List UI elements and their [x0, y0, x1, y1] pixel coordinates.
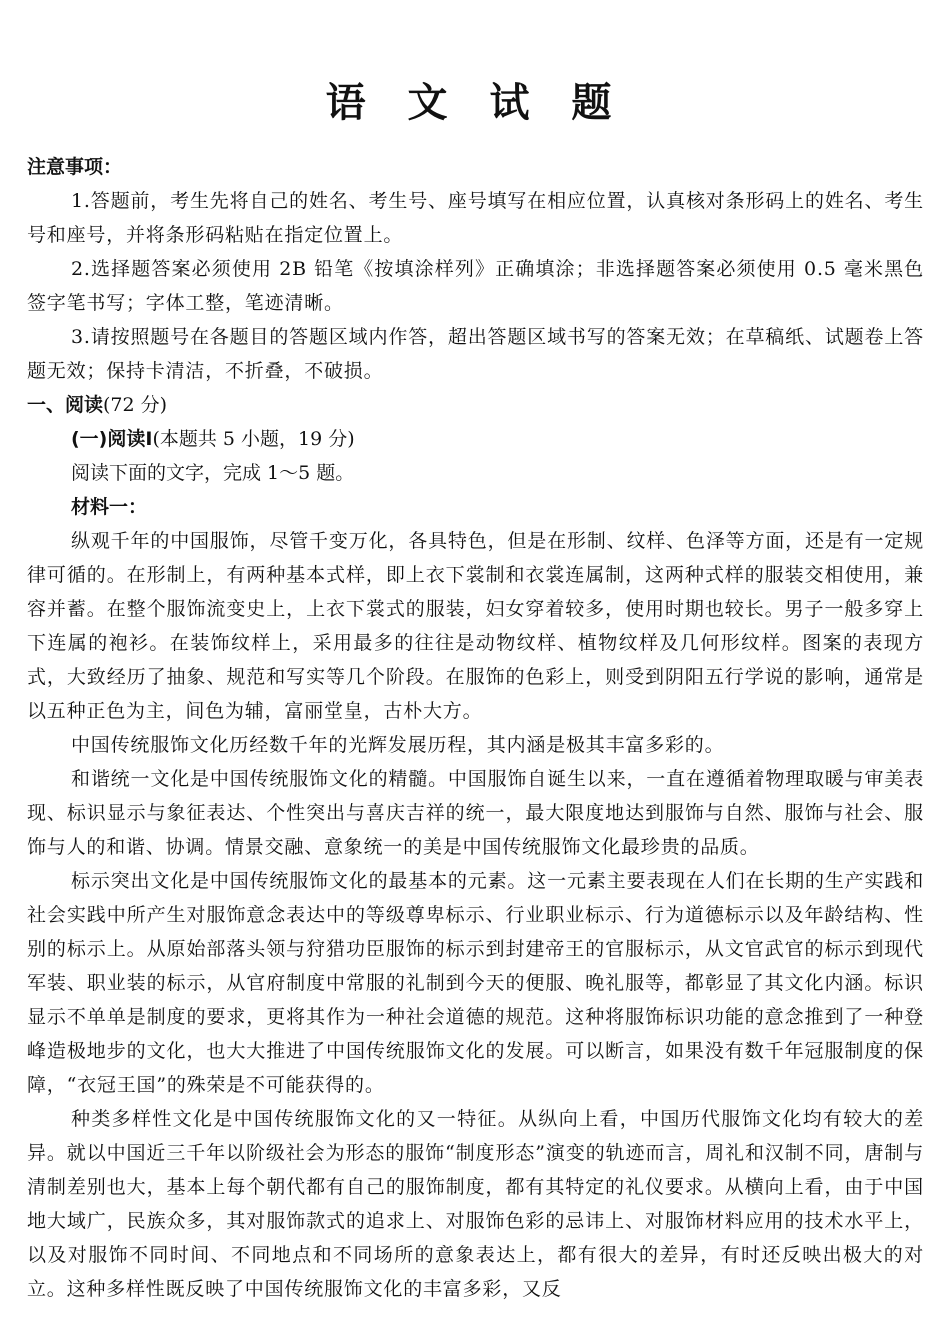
subsection-heading-label: (一)阅读Ⅰ	[71, 428, 153, 450]
material-paragraph-4: 标示突出文化是中国传统服饰文化的最基本的元素。这一元素主要表现在人们在长期的生产实践和社会实践中所产生对服饰意念表达中的等级尊卑标示、行业职业标示、行为道德标示以及年龄结构、性别的标示上。从原始部落头领与狩猎功臣服饰的标示到封建帝王的官服标示，从文官武官的标示到现代军装、职业装的标示，从官府制度中常服的礼制到今天的便服、晚礼服等，都彰显了其文化内涵。标识显示不单单是制度的要求，更将其作为一种社会道德的规范。这种将服饰标识功能的意念推到了一种登峰造极地步的文化，也大大推进了中国传统服饰文化的发展。可以断言，如果没有数千年冠服制度的保障，“衣冠王国”的殊荣是不可能获得的。	[27, 870, 924, 1096]
notice-heading: 注意事项：	[27, 156, 123, 178]
material-label: 材料一：	[71, 496, 148, 518]
page-title: 语 文 试 题	[325, 80, 626, 126]
notice-item-2: 2.选择题答案必须使用 2B 铅笔《按填涂样列》正确填涂；非选择题答案必须使用 0.5 毫米黑色签字笔书写；字体工整，笔迹清晰。	[27, 258, 924, 314]
section-heading-label: 一、阅读	[27, 394, 104, 416]
notice-item-1: 1.答题前，考生先将自己的姓名、考生号、座号填写在相应位置，认真核对条形码上的姓名、考生号和座号，并将条形码粘贴在指定位置上。	[27, 190, 924, 246]
section-score: (72 分)	[103, 394, 168, 416]
material-paragraph-5: 种类多样性文化是中国传统服饰文化的又一特征。从纵向上看，中国历代服饰文化均有较大的差异。就以中国近三千年以阶级社会为形态的服饰“制度形态”演变的轨迹而言，周礼和汉制不同，唐制与清制差别也大，基本上每个朝代都有自己的服饰制度，都有其特定的礼仪要求。从横向上看，由于中国地大域广，民族众多，其对服饰款式的追求上、对服饰色彩的忌讳上、对服饰材料应用的技术水平上，以及对服饰不同时间、不同地点和不同场所的意象表达上，都有很大的差异，有时还反映出极大的对立。这种多样性既反映了中国传统服饰文化的丰富多彩，又反	[27, 1108, 924, 1300]
reading-instruction: 阅读下面的文字，完成 1～5 题。	[71, 462, 355, 484]
subsection-detail: (本题共 5 小题，19 分)	[152, 428, 355, 450]
material-paragraph-1: 纵观千年的中国服饰，尽管千变万化，各具特色，但是在形制、纹样、色泽等方面，还是有一定规律可循的。在形制上，有两种基本式样，即上衣下裳制和衣裳连属制，这两种式样的服装交相使用，兼容并蓄。在整个服饰流变史上，上衣下裳式的服装，妇女穿着较多，使用时期也较长。男子一般多穿上下连属的袍衫。在装饰纹样上，采用最多的往往是动物纹样、植物纹样及几何形纹样。图案的表现方式，大致经历了抽象、规范和写实等几个阶段。在服饰的色彩上，则受到阴阳五行学说的影响，通常是以五种正色为主，间色为辅，富丽堂皇，古朴大方。	[27, 530, 924, 722]
subsection-heading	[27, 422, 924, 456]
material-paragraph-3: 和谐统一文化是中国传统服饰文化的精髓。中国服饰自诞生以来，一直在遵循着物理取暖与审美表现、标识显示与象征表达、个性突出与喜庆吉祥的统一，最大限度地达到服饰与自然、服饰与社会、服饰与人的和谐、协调。情景交融、意象统一的美是中国传统服饰文化最珍贵的品质。	[27, 768, 924, 858]
notice-item-3: 3.请按照题号在各题目的答题区域内作答，超出答题区域书写的答案无效；在草稿纸、试题卷上答题无效；保持卡清洁，不折叠，不破损。	[27, 326, 924, 382]
section-heading	[27, 388, 924, 422]
material-paragraph-2: 中国传统服饰文化历经数千年的光辉发展历程，其内涵是极其丰富多彩的。	[71, 734, 725, 756]
